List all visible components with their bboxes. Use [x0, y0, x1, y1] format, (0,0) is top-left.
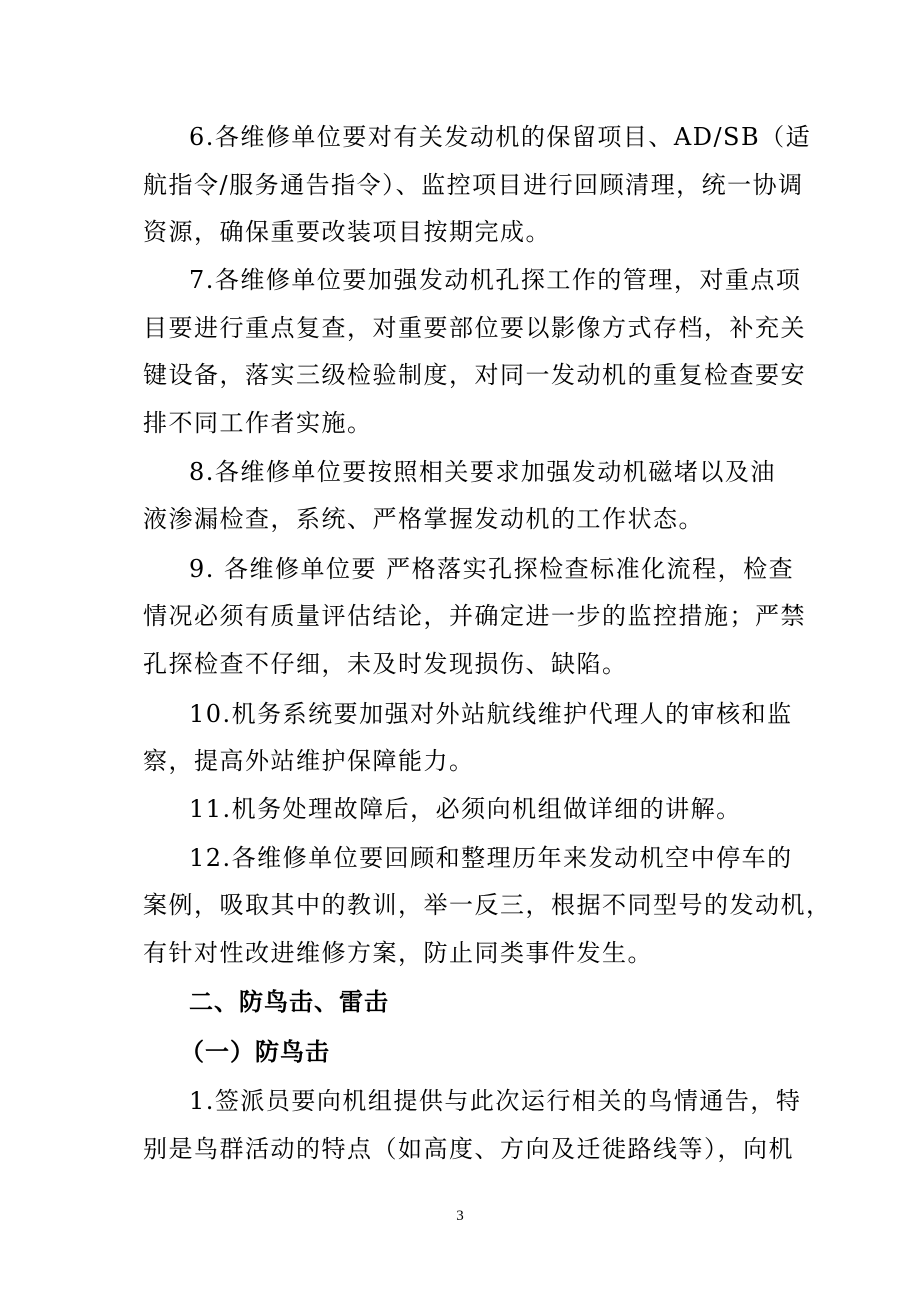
- bird-paragraph-line-2: 别是鸟群活动的特点（如高度、方向及迁徙路线等），向机: [143, 1135, 794, 1163]
- bird-paragraph-line-1: 1.签派员要向机组提供与此次运行相关的鸟情通告，特: [189, 1087, 802, 1115]
- paragraph-9-line-1: 9. 各维修单位要 严格落实孔探检查标准化流程，检查: [189, 555, 795, 583]
- paragraph-11-line-1: 11.机务处理故障后，必须向机组做详细的讲解。: [189, 795, 742, 823]
- section-heading: 二、防鸟击、雷击: [189, 988, 389, 1016]
- paragraph-12-line-1: 12.各维修单位要回顾和整理历年来发动机空中停车的: [189, 844, 793, 872]
- paragraph-7-line-1: 7.各维修单位要加强发动机孔探工作的管理，对重点项: [189, 266, 802, 294]
- subsection-heading: （一）防鸟击: [180, 1038, 330, 1066]
- paragraph-10-line-1: 10.机务系统要加强对外站航线维护代理人的审核和监: [189, 700, 793, 728]
- paragraph-7-line-4: 排不同工作者实施。: [143, 409, 373, 437]
- paragraph-7-line-3: 键设备，落实三级检验制度，对同一发动机的重复检查要安: [143, 361, 806, 389]
- page-number: 3: [456, 1208, 464, 1224]
- paragraph-6-line-2: 航指令/服务通告指令）、监控项目进行回顾清理，统一协调: [143, 171, 804, 199]
- paragraph-8-line-1: 8.各维修单位要按照相关要求加强发动机磁堵以及油: [189, 458, 776, 486]
- paragraph-8-line-2: 液渗漏检查，系统、严格掌握发动机的工作状态。: [143, 505, 704, 533]
- paragraph-9-line-3: 孔探检查不仔细，未及时发现损伤、缺陷。: [143, 650, 628, 678]
- paragraph-9-line-2: 情况必须有质量评估结论，并确定进一步的监控措施；严禁: [143, 602, 806, 630]
- paragraph-6-line-3: 资源，确保重要改装项目按期完成。: [143, 218, 551, 246]
- paragraph-12-line-3: 有针对性改进维修方案，防止同类事件发生。: [143, 939, 653, 967]
- paragraph-12-line-2: 案例，吸取其中的教训，举一反三，根据不同型号的发动机，: [143, 891, 832, 919]
- paragraph-6-line-1: 6.各维修单位要对有关发动机的保留项目、AD/SB（适: [189, 123, 812, 151]
- paragraph-7-line-2: 目要进行重点复查，对重要部位要以影像方式存档，补充关: [143, 314, 806, 342]
- paragraph-10-line-2: 察，提高外站维护保障能力。: [143, 747, 475, 775]
